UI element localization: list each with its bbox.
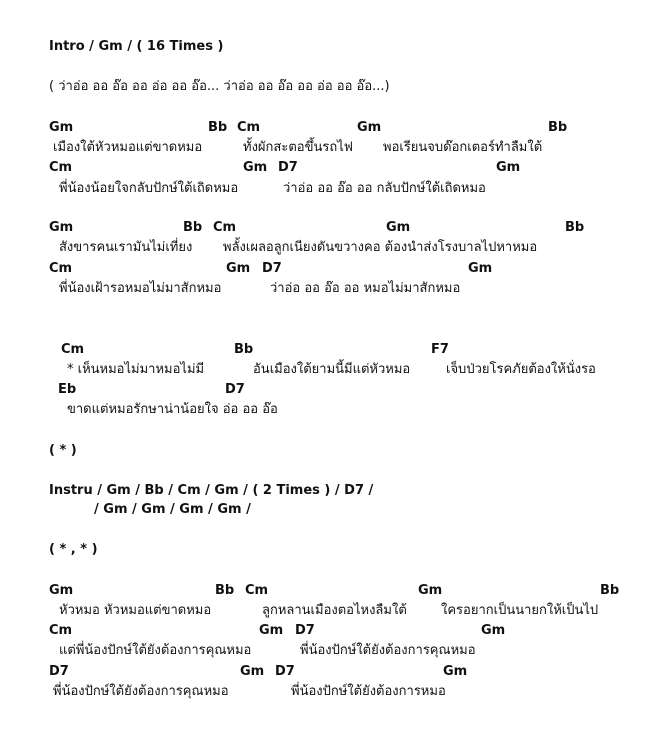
chord: Gm — [481, 623, 506, 638]
lyric-segment: หัวหมอ หัวหมอแต่ขาดหมอ — [59, 603, 212, 618]
chord: D7 — [225, 382, 245, 397]
lyric-segment: ขาดแต่หมอรักษาน่าน้อยใจ อ่อ ออ อ๊อ — [67, 402, 278, 417]
lyric-segment: พี่น้องปักษ์ใต้ยังต้องการคุณหมอ — [300, 643, 476, 658]
lyric-segment: ใครอยากเป็นนายกให้เป็นไป — [441, 603, 599, 618]
chord: Cm — [213, 220, 237, 235]
lyric-segment: พี่น้องปักษ์ใต้ยังต้องการคุณหมอ — [53, 684, 229, 699]
chord: Eb — [58, 382, 77, 397]
intro-vocal-line: ( ว่าอ่อ ออ อ๊อ ออ อ่อ ออ อ๊อ... ว่าอ่อ ออ อ๊อ ออ อ่อ ออ อ๊อ...) — [49, 79, 390, 94]
chord: D7 — [49, 664, 69, 679]
lyric-segment: แต่พี่น้องปักษ์ใต้ยังต้องการคุณหมอ — [59, 643, 252, 658]
chord: Cm — [49, 261, 73, 276]
lyric-segment: เจ็บป่วยโรคภัยต้องให้นั่งรอ — [446, 362, 596, 377]
chord: Bb — [234, 342, 254, 357]
lyric-segment: พอเรียนจบด๊อกเตอร์ทำลืมใต้ — [383, 140, 543, 155]
lyric-segment: พี่น้องน้อยใจกลับปักษ์ใต้เถิดหมอ — [59, 181, 239, 196]
chord: Cm — [245, 583, 269, 598]
chord: D7 — [262, 261, 282, 276]
lyric-segment: ว่าอ่อ ออ อ๊อ ออ กลับปักษ์ใต้เถิดหมอ — [283, 181, 486, 196]
lyric-segment: สังขารคนเรามันไม่เที่ยง — [59, 240, 193, 255]
chord: D7 — [278, 160, 298, 175]
chord: Gm — [49, 120, 74, 135]
chord: F7 — [431, 342, 449, 357]
chord: Gm — [468, 261, 493, 276]
intro-label: Intro / Gm / ( 16 Times ) — [49, 39, 224, 54]
chord: Cm — [49, 160, 73, 175]
repeat-chorus-twice-marker: ( * , * ) — [49, 542, 98, 557]
chord: Gm — [443, 664, 468, 679]
chord: Bb — [183, 220, 203, 235]
chord: Gm — [259, 623, 284, 638]
lyric-segment: * เห็นหมอไม่มาหมอไม่มี — [67, 362, 205, 377]
chord: Cm — [49, 623, 73, 638]
lyric-segment: ลูกหลานเมืองตอไหงลืมใต้ — [262, 603, 407, 618]
chord: Gm — [49, 583, 74, 598]
chord: Bb — [548, 120, 568, 135]
lyric-segment: พลั้งเผลอลูกเนียงดันขวางคอ ต้องนำส่งโรงบาลไปหาหมอ — [223, 240, 538, 255]
lyric-segment: อันเมืองใต้ยามนี้มีแต่หัวหมอ — [253, 362, 411, 377]
chord: Gm — [496, 160, 521, 175]
chord: Gm — [418, 583, 443, 598]
chord: Gm — [226, 261, 251, 276]
chord: Gm — [240, 664, 265, 679]
lyric-segment: ว่าอ่อ ออ อ๊อ ออ หมอไม่มาสักหมอ — [270, 281, 461, 296]
chord: Gm — [386, 220, 411, 235]
chord: Cm — [237, 120, 261, 135]
chord: Cm — [61, 342, 85, 357]
lyric-segment: ทั้งผักสะตอขึ้นรถไฟ — [243, 140, 353, 155]
lyric-segment: พี่น้องเฝ้ารอหมอไม่มาสักหมอ — [59, 281, 222, 296]
instrumental-line-2: / Gm / Gm / Gm / Gm / — [94, 502, 251, 517]
chord: Bb — [208, 120, 228, 135]
chord: Gm — [49, 220, 74, 235]
instrumental-line-1: Instru / Gm / Bb / Cm / Gm / ( 2 Times ) / D7 / — [49, 483, 374, 498]
chord: Bb — [215, 583, 235, 598]
lyric-segment: เมืองใต้หัวหมอแต่ขาดหมอ — [53, 140, 203, 155]
chord: D7 — [275, 664, 295, 679]
chord: Bb — [600, 583, 620, 598]
chord: Bb — [565, 220, 585, 235]
chord: D7 — [295, 623, 315, 638]
chord: Gm — [357, 120, 382, 135]
lyric-segment: พี่น้องปักษ์ใต้ยังต้องการหมอ — [291, 684, 446, 699]
chord: Gm — [243, 160, 268, 175]
repeat-chorus-marker: ( * ) — [49, 443, 77, 458]
